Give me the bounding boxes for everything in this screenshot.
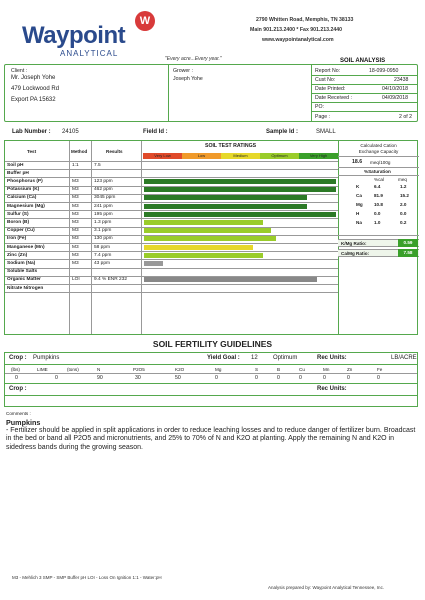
grid-header: Zn (347, 367, 353, 372)
col-test-header: Test (27, 149, 37, 154)
recommendation-crop: Pumpkins (6, 418, 41, 427)
sample-id-label: Sample Id : (266, 129, 299, 135)
guidelines-title: SOIL FERTILITY GUIDELINES (152, 339, 273, 349)
test-result: 462 ppm (94, 187, 113, 193)
ratings-title: SOIL TEST RATINGS (205, 143, 257, 149)
saturation-pct: 81.9 (374, 193, 383, 198)
test-name: Manganese (Mn) (7, 244, 45, 250)
lab-info-line (4, 126, 418, 138)
grid-value: 0 (215, 375, 218, 381)
field-id-label: Field Id : (143, 129, 168, 135)
grid-header: N (97, 367, 101, 372)
recommendation-block (6, 419, 416, 452)
po-label: PO: (315, 104, 324, 110)
saturation-el: Mg (356, 202, 363, 207)
camg-ratio-label: Ca/Mg Ratio: (341, 250, 370, 256)
date-received-label: Date Received : (315, 95, 352, 101)
cust-no: 23438 (394, 77, 409, 83)
test-result: 241 ppm (94, 203, 113, 209)
grid-value: 0 (255, 375, 258, 381)
test-result: 3045 ppm (94, 195, 116, 201)
cec-unit: meq/100g (370, 159, 391, 165)
test-method: M3 (72, 219, 79, 225)
saturation-label: %Saturation (364, 169, 391, 174)
rating-segment: Medium (221, 153, 260, 159)
report-type-title: SOIL ANALYSIS (340, 58, 386, 64)
test-name: Nitrate Nitrogen (7, 285, 44, 291)
test-result: 1.3 ppm (94, 219, 112, 225)
comments-label: Comments : (6, 411, 31, 416)
rating-bar (144, 195, 307, 200)
rating-bar (144, 220, 263, 225)
date-received: 04/09/2018 (382, 95, 408, 101)
date-printed-label: Date Printed: (315, 86, 346, 92)
grid-header: P2O5 (133, 367, 145, 372)
crop2-label: Crop : (9, 386, 27, 392)
rating-segment: Very Low (143, 153, 182, 159)
rating-bar (144, 261, 163, 266)
test-method: M3 (72, 236, 79, 242)
test-method: M3 (72, 211, 79, 217)
website-link[interactable]: www.waypointanalytical.com (262, 37, 334, 43)
rating-segment: Optimum (260, 153, 299, 159)
rating-bar (144, 236, 276, 241)
address-line: 2790 Whitten Road, Memphis, TN 38133 (256, 17, 354, 23)
crop-label: Crop : (9, 355, 27, 361)
rec-units-label: Rec Units: (317, 355, 347, 361)
test-name: Magnesium (Mg) (7, 203, 45, 209)
saturation-el: H (356, 211, 360, 216)
test-method: 1:1 (72, 162, 79, 168)
yield-goal-label: Yield Goal : (207, 355, 240, 361)
grower-name: Joseph Yohe (173, 76, 203, 82)
recommendation-text: - Fertilizer should be applied in split applications in order to reduce leaching losses and to reduce danger of fertilizer burn. Broadcast in the bed or band all P2O5 and micronutrients, and 25% to 70% of N and K2O at planting. Apply the remaining N and K2O in sidedress bands during the growing season. (6, 427, 416, 451)
rating-bar (144, 187, 336, 192)
lab-number: 24105 (62, 129, 79, 135)
test-method: LOI (72, 277, 80, 283)
grid-value: 0 (277, 375, 280, 381)
test-method: M3 (72, 195, 79, 201)
rating-segment: Low (182, 153, 221, 159)
logo-subtitle: ANALYTICAL (60, 49, 119, 58)
test-method: M3 (72, 228, 79, 234)
test-result: 130 ppm (94, 236, 113, 242)
test-name: Soil pH (7, 162, 24, 168)
cec-title-line2: Exchange Capacity (358, 149, 399, 154)
test-method: M3 (72, 203, 79, 209)
test-method: M3 (72, 252, 79, 258)
rec-units: LB/ACRE (391, 355, 417, 361)
saturation-el: K (356, 184, 360, 189)
test-name: Organic Matter (7, 277, 41, 283)
grid-header: LIME (37, 367, 48, 372)
grid-header: Mg (215, 367, 222, 372)
test-result: 58 ppm (94, 244, 110, 250)
sample-id: SMALL (316, 129, 336, 135)
test-name: Buffer pH (7, 170, 29, 176)
test-name: Iron (Fe) (7, 236, 27, 242)
rating-bar (144, 253, 263, 258)
page-number: 2 of 2 (399, 114, 412, 120)
grid-value: 0 (15, 375, 18, 381)
grid-value: 0 (347, 375, 350, 381)
kmg-ratio-label: K/Mg Ratio: (341, 240, 367, 246)
saturation-pct: 1.0 (374, 220, 381, 225)
test-name: Calcium (Ca) (7, 195, 37, 201)
test-name: Copper (Cu) (7, 228, 35, 234)
test-name: Zinc (Zn) (7, 252, 28, 258)
logo-mark: W (135, 11, 155, 31)
saturation-meq: 0.0 (400, 211, 407, 216)
saturation-el: Ca (356, 193, 362, 198)
method-legend: M3 - Mehlich 3 SMP - SMP Buffer pH LOI - Loss On Ignition 1:1 - Water:pH (12, 575, 162, 580)
kmg-ratio-value: 0.59 (398, 239, 418, 247)
test-name: Phosphorus (P) (7, 178, 43, 184)
phone-line: Main 901.213.2400 * Fax 901.213.2440 (250, 27, 343, 33)
grid-header: Fe (377, 367, 383, 372)
grid-value: 30 (135, 375, 141, 381)
grid-value: 0 (323, 375, 326, 381)
rating-bar (144, 277, 317, 282)
grid-header: (tons) (67, 367, 79, 372)
grid-value: 50 (175, 375, 181, 381)
test-result: 123 ppm (94, 178, 113, 184)
grid-value: 0 (55, 375, 58, 381)
client-info-box (4, 64, 418, 122)
rec-units2-label: Rec Units: (317, 386, 347, 392)
col-meq-header: meq (398, 177, 407, 182)
camg-ratio-value: 7.58 (398, 249, 418, 257)
grid-value: 0 (299, 375, 302, 381)
saturation-meq: 1.2 (400, 184, 407, 189)
fertility-guidelines-box (4, 352, 418, 407)
grid-value: 0 (377, 375, 380, 381)
yield-level: Optimum (273, 355, 298, 361)
test-result: 9.4 % ENR 232 (94, 277, 128, 283)
test-name: Potassium (K) (7, 187, 40, 193)
grid-header: Mn (323, 367, 330, 372)
client-name: Mr. Joseph Yohe (11, 75, 56, 81)
saturation-meq: 0.2 (400, 220, 407, 225)
saturation-el: Na (356, 220, 362, 225)
test-result: 7.5 (94, 162, 101, 168)
cust-no-label: Cust No: (315, 77, 336, 83)
test-result: 7.4 ppm (94, 252, 112, 258)
grid-header: S (255, 367, 259, 372)
test-method: M3 (72, 187, 79, 193)
lab-number-label: Lab Number : (12, 129, 51, 135)
saturation-meq: 15.2 (400, 193, 409, 198)
test-method: M3 (72, 178, 79, 184)
test-result: 3.1 ppm (94, 228, 112, 234)
rating-bar (144, 228, 271, 233)
saturation-pct: 6.4 (374, 184, 381, 189)
col-pct-header: %cal (374, 177, 384, 182)
grid-header: Cu (299, 367, 305, 372)
cec-value: 18.6 (352, 159, 363, 165)
soil-test-table (4, 140, 418, 335)
company-logo: Waypoint (22, 22, 126, 49)
test-name: Soluble Salts (7, 269, 38, 275)
grid-header: K2O (175, 367, 185, 372)
test-result: 195 ppm (94, 211, 113, 217)
rating-bar (144, 245, 253, 250)
crop-name: Pumpkins (33, 355, 60, 361)
test-name: Sulfur (S) (7, 211, 29, 217)
col-method-header: Method (71, 149, 88, 154)
test-method: M3 (72, 244, 79, 250)
saturation-pct: 10.8 (374, 202, 383, 207)
client-street: 479 Lockwood Rd (11, 86, 60, 92)
rating-segment: Very High (299, 153, 338, 159)
prepared-by: Analysis prepared by: Waypoint Analytical Tennessee, Inc. (268, 585, 385, 590)
tagline: "Every acre...Every year." (165, 56, 222, 62)
rating-bar (144, 179, 336, 184)
report-no-label: Report No: (315, 68, 341, 74)
saturation-meq: 2.0 (400, 202, 407, 207)
report-no: 18-099-0950 (369, 68, 399, 74)
grid-header: B (277, 367, 281, 372)
col-results-header: Results (106, 149, 123, 154)
test-name: Boron (B) (7, 219, 30, 225)
cec-title-line1: Calculated Cation (360, 143, 397, 148)
rating-bar (144, 212, 336, 217)
grower-label: Grower : (173, 68, 193, 74)
test-method: M3 (72, 260, 79, 266)
yield-goal: 12 (251, 355, 258, 361)
client-label: Client : (11, 68, 28, 74)
cec-panel (338, 141, 419, 281)
grid-value: 90 (97, 375, 103, 381)
rating-bar (144, 204, 307, 209)
test-name: Sodium (Na) (7, 260, 36, 266)
client-city: Export PA 15632 (11, 97, 56, 103)
saturation-pct: 0.0 (374, 211, 381, 216)
test-result: 43 ppm (94, 260, 110, 266)
grid-header: (lbs) (11, 367, 20, 372)
date-printed: 04/10/2018 (382, 86, 408, 92)
page-label: Page : (315, 114, 330, 120)
